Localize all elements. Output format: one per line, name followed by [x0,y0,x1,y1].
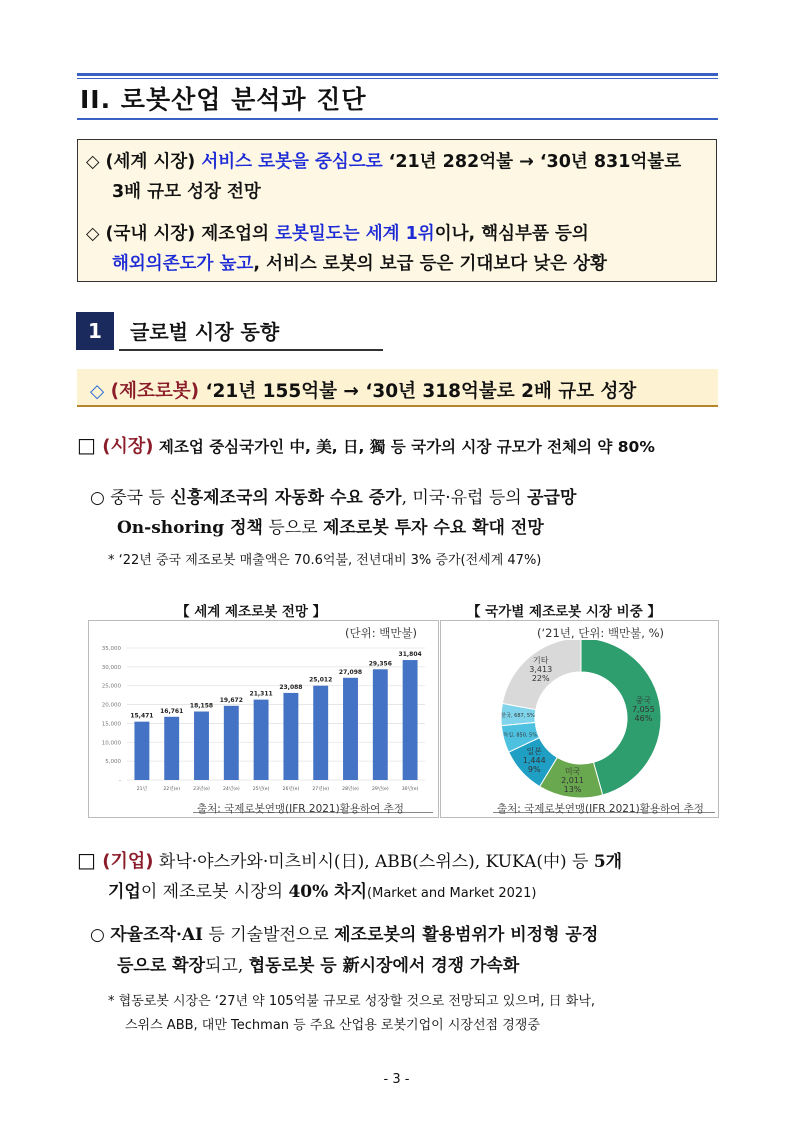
x-tick-label: 22년(e) [163,787,181,792]
bar-value-label: 23,088 [279,683,303,691]
y-tick-label: 20,000 [101,702,121,709]
pie-label: 일본 [526,746,542,756]
bar-value-label: 19,672 [219,696,243,704]
subheading-text: ◇ (제조로봇) ‘21년 155억불 → ‘30년 318억불로 2배 규모 성장 [90,381,637,402]
bar-value-label: 25,012 [309,676,333,684]
bar [164,717,179,780]
company-note-1: * 협동로봇 시장은 ‘27년 약 105억불 규모로 성장할 것으로 전망되고 있으며, 日 화낙, [108,994,596,1009]
left-chart-source: 출처: 국제로봇연맹(IFR 2021)활용하여 추정 [197,803,404,815]
x-tick-label: 23년(e) [193,787,210,792]
bar-value-label: 15,471 [130,712,154,720]
pie-label: 22% [531,674,550,684]
market-note: * ‘22년 중국 제조로봇 매출액은 70.6억불, 전년대비 3% 증가(전세계 47%) [108,553,542,568]
bar [373,669,388,780]
bar [343,678,358,780]
summary-line-2: 3배 규모 성장 전망 [112,182,261,202]
company-line-2: 기업이 제조로봇 시장의 40% 차지(Market and Market 2021) [108,882,537,902]
heading-underline [119,349,383,351]
section-top-rule-thin [77,78,718,79]
x-tick-label: 27년(e) [312,787,330,792]
pie-label: 3,413 [529,665,553,675]
y-tick-label: 15,000 [101,721,121,728]
section-top-rule [77,73,718,76]
y-tick-label: 10,000 [101,740,121,747]
company-sub-line-1: ○ 자율조작·AI 등 기술발전으로 제조로봇의 활용범위가 비정형 공정 [90,925,599,945]
bar [194,712,209,780]
bar-value-label: 16,761 [160,707,184,715]
pie-label: 46% [634,714,653,724]
x-tick-label: 30년(e) [401,787,419,792]
y-tick-label: 30,000 [101,664,121,671]
x-tick-label: 24년(e) [222,787,240,792]
section-bottom-rule [77,118,718,120]
company-note-2: 스위스 ABB, 대만 Techman 등 주요 산업용 로봇기업이 시장선점 경쟁중 [125,1018,540,1033]
bar [134,722,149,780]
company-line-1: □ (기업) 화낙·야스카와·미츠비시(日), ABB(스위스), KUKA(中) 등 5개 [77,848,623,872]
x-tick-label: 29년(e) [371,787,389,792]
pie-label: 13% [563,785,582,795]
heading-number: 1 [76,312,114,350]
pie-label: 한국, 687, 5% [501,712,535,719]
y-tick-label: 35,000 [101,646,121,652]
pie-label: 독일, 850, 5% [503,732,538,739]
company-sub-line-2: 등으로 확장되고, 협동로봇 등 新시장에서 경쟁 가속화 [117,956,520,976]
pie-label: 2,011 [561,776,585,786]
summary-line-1: ◇ (세계 시장) 서비스 로봇을 중심으로 ‘21년 282억불 → ‘30년 831억불로 [86,152,682,172]
market-paragraph: □ (시장) 제조업 중심국가인 中, 美, 日, 獨 등 국가의 시장 규모가 전체의 약 80% [77,433,655,457]
right-chart-title: 【 국가별 제조로봇 시장 비중 】 [467,604,661,620]
left-chart-unit: (단위: 백만불) [345,626,418,640]
bar-value-label: 21,311 [249,690,273,698]
bar [313,686,328,780]
x-tick-label: 28년(e) [342,787,359,792]
bar [403,660,418,780]
section-title: II. 로봇산업 분석과 진단 [80,85,367,114]
y-tick-label: 25,000 [101,683,121,690]
right-chart-source: 출처: 국제로봇연맹(IFR 2021)활용하여 추정 [497,803,704,815]
bar [224,706,239,780]
pie-label: 중국 [635,696,652,706]
pie-label: 기타 [532,656,549,666]
x-tick-label: 21년 [136,787,148,792]
summary-line-4: 해외의존도가 높고, 서비스 로봇의 보급 등은 기대보다 낮은 상황 [112,254,607,274]
x-tick-label: 26년(e) [282,787,300,792]
left-chart-title: 【 세계 제조로봇 전망 】 [176,604,327,620]
market-sub-line-2: On-shoring 정책 등으로 제조로봇 투자 수요 확대 전망 [117,518,544,538]
bar [254,700,269,780]
right-chart-unit: (‘21년, 단위: 백만불, %) [537,626,664,640]
x-tick-label: 25년(e) [252,787,270,792]
summary-line-3: ◇ (국내 시장) 제조업의 로봇밀도는 세계 1위이나, 핵심부품 등의 [86,224,589,244]
pie-label: 1,444 [522,755,546,765]
bar [283,693,298,780]
y-tick-label: - [119,778,121,784]
bar-value-label: 27,098 [338,668,363,676]
pie-label: 7,055 [631,705,655,715]
bar-value-label: 18,158 [189,702,214,710]
page-number: - 3 - [383,1072,410,1087]
heading-title: 글로벌 시장 동향 [130,320,280,344]
pie-label: 미국 [564,767,581,777]
y-tick-label: 5,000 [105,759,121,766]
bar-value-label: 29,356 [368,660,392,668]
pie-label: 9% [527,764,541,774]
bar-chart [95,640,431,800]
pie-chart [444,640,714,800]
market-sub-line-1: ○ 중국 등 신흥제조국의 자동화 수요 증가, 미국·유럽 등의 공급망 [90,488,577,508]
bar-value-label: 31,804 [398,651,422,659]
